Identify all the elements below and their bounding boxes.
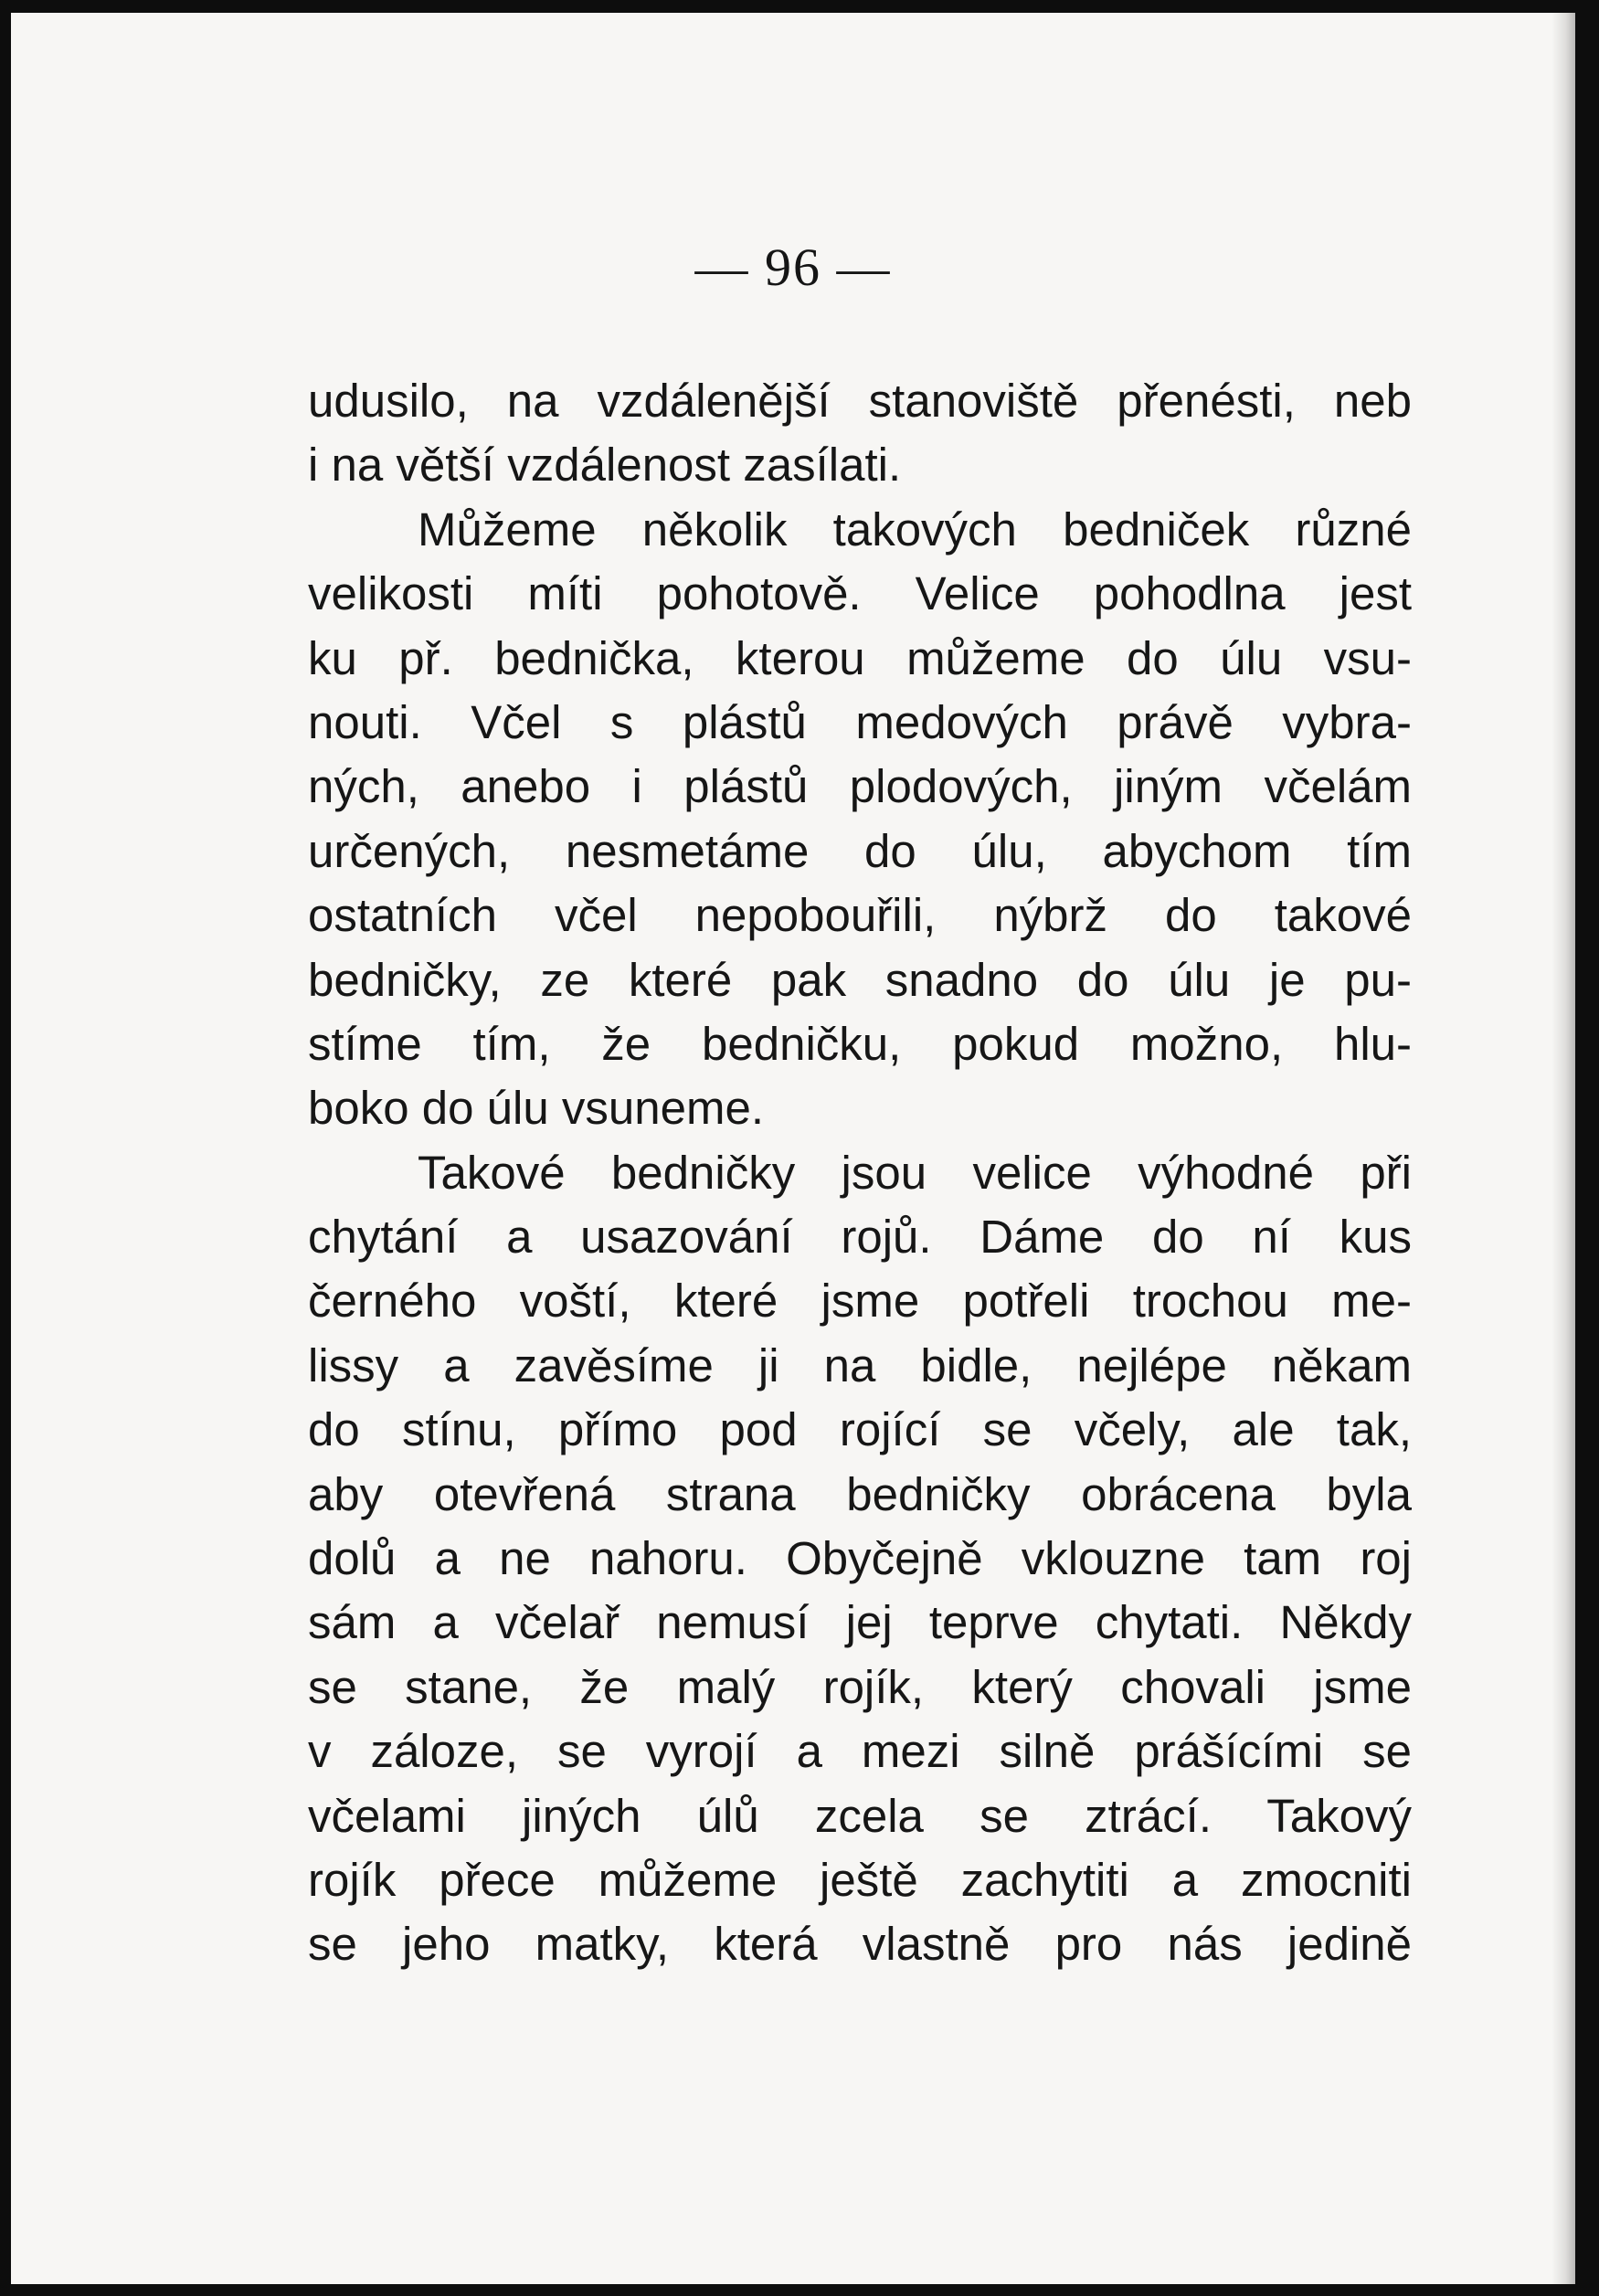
text-line: včelami jiných úlů zcela se ztrácí. Takový	[308, 1789, 1412, 1842]
text-line: Takové bedničky jsou velice výhodné při	[418, 1146, 1412, 1199]
text-line: ných, anebo i plástů plodových, jiným včelám	[308, 760, 1412, 813]
text-line: dolů a ne nahoru. Obyčejně vklouzne tam roj	[308, 1532, 1412, 1585]
book-page	[11, 13, 1575, 2284]
text-line: ku př. bednička, kterou můžeme do úlu vsu-	[308, 631, 1412, 684]
text-line: rojík přece můžeme ještě zachytiti a zmocniti	[308, 1853, 1412, 1906]
text-line: sám a včelař nemusí jej teprve chytati. Někdy	[308, 1596, 1412, 1649]
text-line: černého voští, které jsme potřeli trochou me-	[308, 1275, 1412, 1328]
text-line: lissy a zavěsíme ji na bidle, nejlépe někam	[308, 1338, 1412, 1391]
text-line: se jeho matky, která vlastně pro nás jedině	[308, 1918, 1412, 1971]
page-edge-shadow	[1551, 13, 1575, 2284]
text-line: i na větší vzdálenost zasílati.	[308, 439, 902, 492]
text-line: chytání a usazování rojů. Dáme do ní kus	[308, 1211, 1412, 1264]
page-number: — 96 —	[694, 238, 892, 297]
text-line: velikosti míti pohotově. Velice pohodlna jest	[308, 567, 1412, 620]
body-text	[308, 369, 1412, 1977]
text-line: v záloze, se vyrojí a mezi silně prášícími se	[308, 1725, 1412, 1778]
text-line: do stínu, přímo pod rojící se včely, ale tak,	[308, 1403, 1412, 1456]
text-line: se stane, že malý rojík, který chovali jsme	[308, 1660, 1412, 1713]
text-line: nouti. Včel s plástů medových právě vybra-	[308, 695, 1412, 748]
text-line: aby otevřená strana bedničky obrácena byla	[308, 1467, 1412, 1520]
text-line: boko do úlu vsuneme.	[308, 1082, 764, 1135]
text-line: Můžeme několik takových bedniček různé	[418, 503, 1412, 555]
text-line: udusilo, na vzdálenější stanoviště přenésti, neb	[308, 375, 1412, 427]
text-line: určených, nesmetáme do úlu, abychom tím	[308, 824, 1412, 877]
text-line: stíme tím, že bedničku, pokud možno, hlu-	[308, 1017, 1412, 1070]
text-line: bedničky, ze které pak snadno do úlu je pu-	[308, 953, 1412, 1006]
text-line: ostatních včel nepobouřili, nýbrž do takové	[308, 889, 1412, 942]
